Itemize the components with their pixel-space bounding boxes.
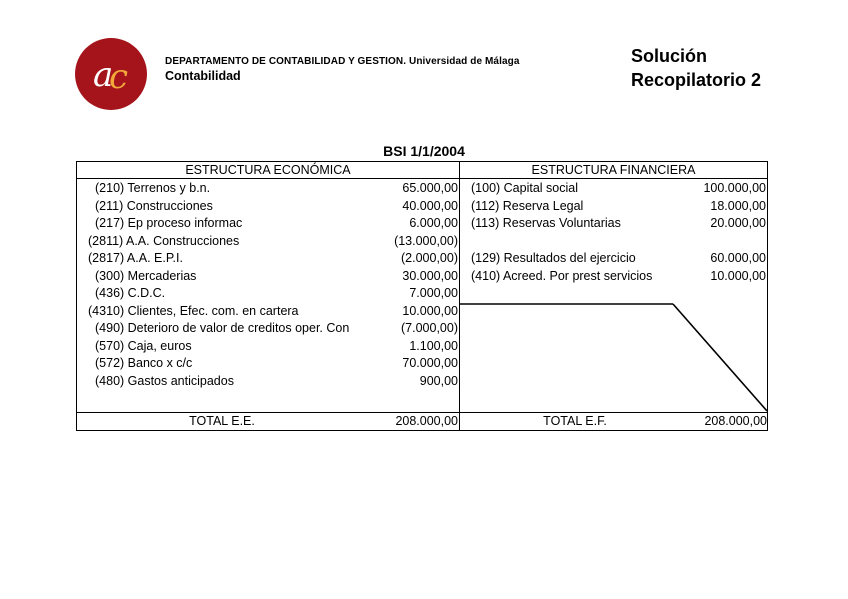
left-column-header: ESTRUCTURA ECONÓMICA [185, 163, 351, 177]
row-label: (572) Banco x c/c [95, 356, 193, 370]
table-row [471, 250, 766, 267]
row-value: 900,00 [419, 373, 458, 388]
table-row [95, 268, 458, 285]
row-value: 10.000,00 [402, 303, 458, 318]
table-row [95, 285, 458, 302]
table-row [95, 180, 458, 197]
total-right-label: TOTAL E.F. [543, 414, 607, 428]
table-row [95, 320, 458, 337]
row-value: 65.000,00 [402, 181, 458, 195]
row-value: (7.000,00) [401, 321, 458, 335]
row-label: (480) Gastos anticipados [95, 373, 234, 388]
row-label: (300) Mercaderias [95, 268, 197, 283]
row-label: (210) Terrenos y b.n. [95, 181, 211, 195]
row-value: 40.000,00 [402, 198, 458, 213]
row-value: 10.000,00 [710, 268, 766, 283]
row-value: 30.000,00 [402, 268, 458, 283]
department-name: DEPARTAMENTO DE CONTABILIDAD Y GESTION. Universidad de Málaga [165, 56, 520, 67]
row-label: (112) Reserva Legal [471, 198, 584, 213]
row-value: (2.000,00) [401, 251, 458, 265]
row-value: 60.000,00 [710, 251, 766, 265]
table-row [471, 180, 766, 197]
row-value: 100.000,00 [703, 181, 766, 195]
row-label: (113) Reservas Voluntarias [471, 216, 621, 230]
total-left-value: 208.000,00 [395, 414, 458, 428]
row-label: (490) Deterioro de valor de creditos oper. Con [95, 321, 350, 335]
solution-title-line1: Solución [631, 46, 707, 66]
row-label: (2817) A.A. E.P.I. [88, 251, 183, 265]
row-label: (4310) Clientes, Efec. com. en cartera [88, 303, 299, 318]
table-row [471, 215, 766, 232]
svg-text:c: c [109, 57, 129, 97]
row-value: (13.000,00) [394, 233, 458, 248]
table-row [95, 338, 458, 355]
row-label: (129) Resultados del ejercicio [471, 251, 636, 265]
total-right-value: 208.000,00 [704, 414, 767, 428]
table-row [95, 215, 458, 232]
table-row [88, 303, 458, 320]
row-label: (211) Construcciones [95, 198, 213, 213]
row-label: (570) Caja, euros [95, 338, 192, 353]
row-label: (100) Capital social [471, 181, 578, 195]
subject-name: Contabilidad [165, 69, 241, 83]
table-row [95, 198, 458, 215]
svg-text:a: a [93, 55, 114, 95]
table-row [88, 250, 458, 267]
row-value: 20.000,00 [710, 216, 766, 230]
table-row [95, 373, 458, 390]
row-value: 1.100,00 [409, 338, 458, 353]
row-label: (436) C.D.C. [95, 286, 166, 300]
row-value: 6.000,00 [409, 216, 458, 230]
table-row [95, 355, 458, 372]
table-row [471, 198, 766, 215]
solution-title-line2: Recopilatorio 2 [631, 70, 762, 90]
row-value: 70.000,00 [402, 356, 458, 370]
closing-line [460, 303, 767, 412]
solution-title [631, 44, 761, 92]
balance-table [76, 161, 768, 431]
total-left-label: TOTAL E.E. [189, 414, 255, 428]
row-label: (2811) A.A. Construcciones [88, 233, 240, 248]
row-value: 18.000,00 [710, 198, 766, 213]
row-value: 7.000,00 [409, 286, 458, 300]
row-label: (217) Ep proceso informac [95, 216, 243, 230]
right-column-header: ESTRUCTURA FINANCIERA [531, 163, 696, 177]
table-row [88, 233, 458, 250]
table-row [471, 268, 766, 285]
header-divider [77, 178, 767, 179]
balance-title: BSI 1/1/2004 [383, 143, 465, 159]
university-logo [75, 38, 147, 110]
row-label: (410) Acreed. Por prest servicios [471, 268, 653, 283]
